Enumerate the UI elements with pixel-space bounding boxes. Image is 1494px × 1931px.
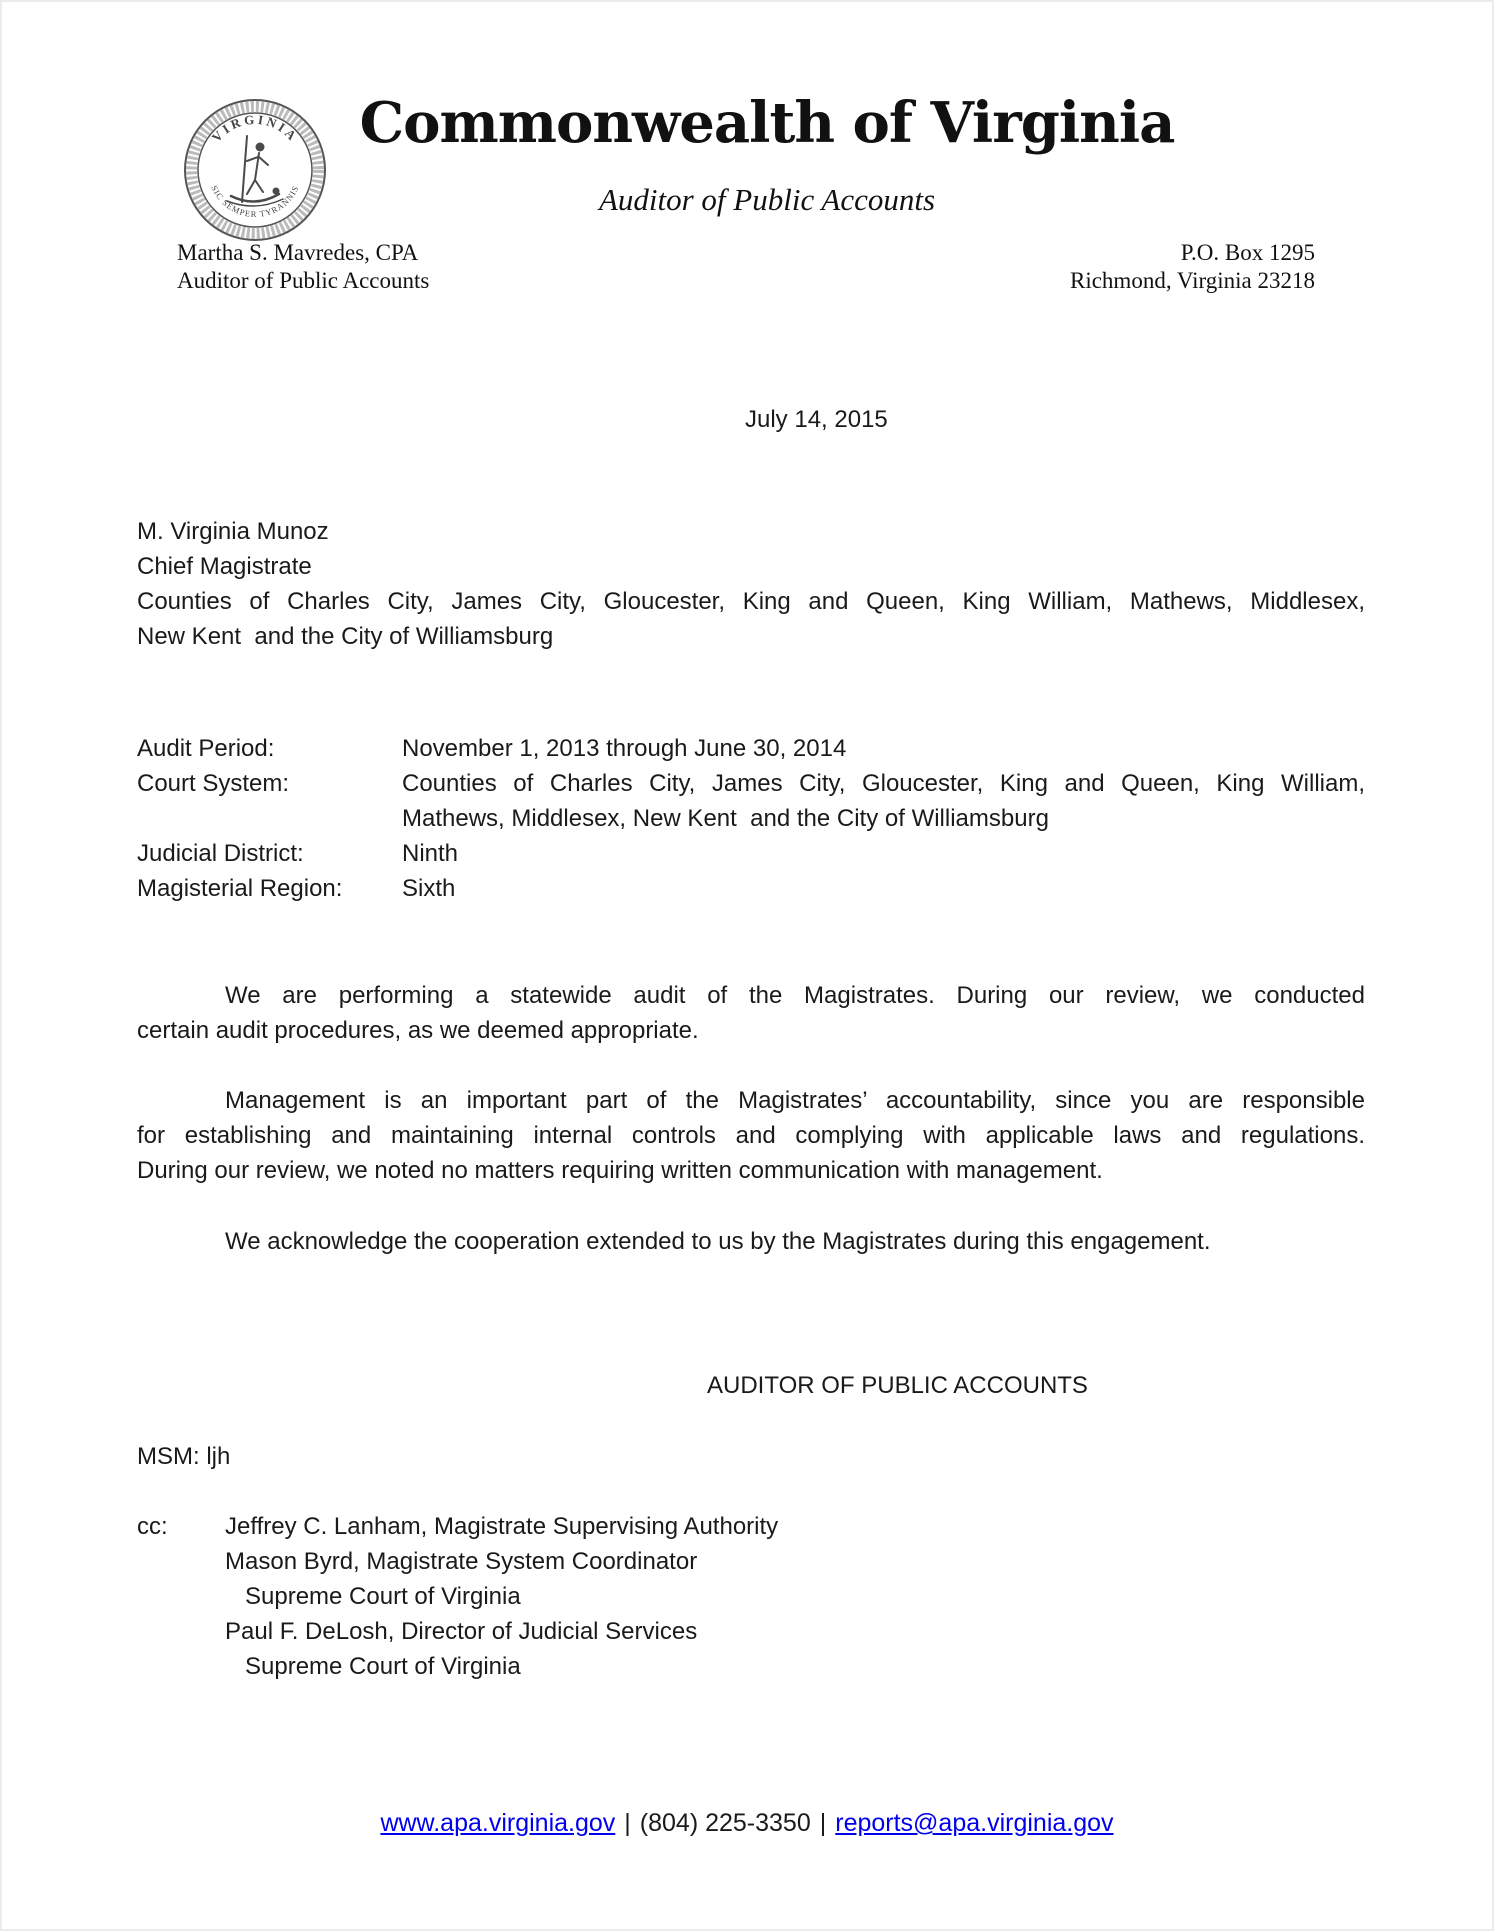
- recipient-title: Chief Magistrate: [137, 553, 312, 580]
- address-po-box: P.O. Box 1295: [1180, 240, 1315, 265]
- cc-entry: Mason Byrd, Magistrate System Coordinator: [225, 1548, 698, 1575]
- org-subtitle: Auditor of Public Accounts: [598, 182, 936, 217]
- recipient-jurisdiction-line: New Kent and the City of Williamsburg: [137, 623, 554, 650]
- cc-label: cc:: [137, 1513, 168, 1540]
- audit-label: Magisterial Region:: [137, 875, 343, 902]
- recipient-block: [137, 514, 1365, 654]
- audit-label: Audit Period:: [137, 735, 275, 762]
- audit-row-magisterial-region: [137, 871, 1365, 906]
- cc-entry: Jeffrey C. Lanham, Magistrate Supervising Authority: [225, 1513, 779, 1540]
- audit-value: Counties of Charles City, James City, Gloucester, King and Queen, King William,: [402, 770, 1365, 797]
- cc-entry: Paul F. DeLosh, Director of Judicial Services: [225, 1618, 698, 1645]
- cc-entry-org: Supreme Court of Virginia: [245, 1653, 521, 1680]
- footer-separator: |: [819, 1809, 827, 1837]
- audit-value: Sixth: [402, 875, 456, 902]
- audit-info: [137, 731, 1365, 906]
- officer-title: Auditor of Public Accounts: [177, 268, 430, 293]
- cc-block: [137, 1509, 1137, 1684]
- paragraph-line: We acknowledge the cooperation extended to us by the Magistrates during this engagement.: [225, 1228, 1211, 1255]
- paragraph-line: Management is an important part of the Magistrates’ accountability, since you are responsible: [225, 1087, 1365, 1114]
- seal-bottom-text: SIC SEMPER TYRANNIS: [209, 183, 301, 220]
- email-link[interactable]: reports@apa.virginia.gov: [835, 1809, 1114, 1837]
- audit-row-period: [137, 731, 1365, 766]
- phone-number: (804) 225-3350: [639, 1809, 811, 1837]
- paragraph-line: for establishing and maintaining internal controls and complying with applicable laws and regulations.: [137, 1122, 1365, 1149]
- audit-value: November 1, 2013 through June 30, 2014: [402, 735, 847, 762]
- paragraph-line: We are performing a statewide audit of the Magistrates. During our review, we conducted: [225, 982, 1365, 1009]
- audit-label: Court System:: [137, 770, 290, 797]
- address-city: Richmond, Virginia 23218: [1069, 268, 1315, 293]
- recipient-jurisdiction-line: Counties of Charles City, James City, Gloucester, King and Queen, King William, Mathews, Middlesex,: [137, 588, 1365, 615]
- audit-row-court-system: [137, 766, 1365, 836]
- seal-top-text: VIRGINIA: [208, 111, 302, 145]
- paragraph-line: During our review, we noted no matters requiring written communication with management.: [137, 1157, 1103, 1184]
- address-block: [1070, 239, 1315, 295]
- recipient-name: M. Virginia Munoz: [137, 518, 329, 545]
- paragraph-line: certain audit procedures, as we deemed appropriate.: [137, 1017, 699, 1044]
- audit-label: Judicial District:: [137, 840, 304, 867]
- website-link[interactable]: www.apa.virginia.gov: [380, 1809, 616, 1837]
- officer-block: [177, 239, 429, 295]
- paragraph-management: [137, 1083, 1365, 1188]
- officer-name: Martha S. Mavredes, CPA: [177, 240, 419, 265]
- audit-row-judicial-district: [137, 836, 1365, 871]
- cc-row: [137, 1509, 1137, 1544]
- letter-date: July 14, 2015: [745, 406, 888, 433]
- reference-initials: MSM: ljh: [137, 1443, 231, 1470]
- paragraph-performing-audit: [137, 978, 1365, 1048]
- signature-org: AUDITOR OF PUBLIC ACCOUNTS: [707, 1372, 1088, 1399]
- org-title: Commonwealth of Virginia: [359, 90, 1175, 156]
- paragraph-acknowledgement: [137, 1224, 1365, 1259]
- footer-separator: |: [624, 1809, 631, 1837]
- audit-value: Mathews, Middlesex, New Kent and the City of Williamsburg: [402, 805, 1049, 832]
- footer: [2, 1809, 1492, 1838]
- audit-value: Ninth: [402, 840, 459, 867]
- cc-entry-org: Supreme Court of Virginia: [245, 1583, 521, 1610]
